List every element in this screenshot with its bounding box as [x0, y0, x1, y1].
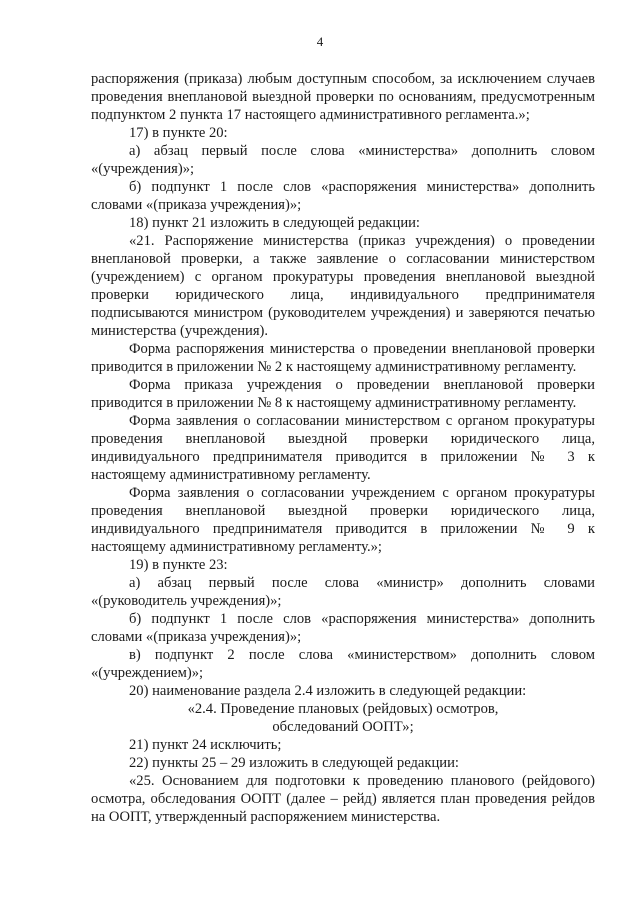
section-heading-line-1: «2.4. Проведение плановых (рейдовых) осмотров,: [187, 701, 499, 717]
paragraph-form-application-ministry: Форма заявления о согласовании министерством с органом прокуратуры проведения внеплановой выездной проверки юридического лица, индивидуального предпринимателя приводится в приложении № 3 к настоящему административному регламенту.: [91, 413, 595, 483]
paragraph-item-19: 19) в пункте 23:: [129, 557, 228, 573]
paragraph-form-order-ministry: Форма распоряжения министерства о проведении внеплановой проверки приводится в приложении № 2 к настоящему административному регламенту.: [91, 341, 595, 375]
paragraph-19b: б) подпункт 1 после слов «распоряжения министерства» дополнить словами «(приказа учреждения)»;: [91, 611, 595, 645]
paragraph-item-18: 18) пункт 21 изложить в следующей редакции:: [129, 215, 420, 231]
document-body: [91, 70, 595, 826]
section-heading-line-2: обследований ООПТ»;: [272, 719, 414, 735]
page-number: 4: [316, 34, 324, 49]
paragraph-form-order-institution: Форма приказа учреждения о проведении внеплановой проверки приводится в приложении № 8 к настоящему административному регламенту.: [91, 377, 595, 411]
paragraph-17b: б) подпункт 1 после слов «распоряжения министерства» дополнить словами «(приказа учреждения)»;: [91, 179, 595, 213]
paragraph-17a: а) абзац первый после слова «министерства» дополнить словом «(учреждения)»;: [91, 143, 595, 177]
paragraph-item-21: 21) пункт 24 исключить;: [129, 737, 282, 753]
paragraph-continuation: распоряжения (приказа) любым доступным способом, за исключением случаев проведения внеплановой выездной проверки по основаниям, предусмотренным подпунктом 2 пункта 17 настоящего административного регламента.»;: [91, 71, 595, 123]
paragraph-item-17: 17) в пункте 20:: [129, 125, 228, 141]
paragraph-form-application-institution: Форма заявления о согласовании учреждением с органом прокуратуры проведения внеплановой выездной проверки юридического лица, индивидуального предпринимателя приводится в приложении № 9 к настоящему административному регламенту.»;: [91, 485, 595, 555]
paragraph-item-20: 20) наименование раздела 2.4 изложить в следующей редакции:: [129, 683, 527, 699]
paragraph-25: «25. Основанием для подготовки к проведению планового (рейдового) осмотра, обследования ООПТ (далее – рейд) является план проведения рейдов на ООПТ, утвержденный распоряжением министерства.: [91, 773, 595, 825]
paragraph-19c: в) подпункт 2 после слова «министерством» дополнить словом «(учреждением)»;: [91, 647, 595, 681]
paragraph-item-22: 22) пункты 25 – 29 изложить в следующей редакции:: [129, 755, 459, 771]
paragraph-21: «21. Распоряжение министерства (приказ учреждения) о проведении внеплановой проверки, а также заявление о согласовании министерством (учреждением) с органом прокуратуры проведения внеплановой выездной проверки юридического лица, индивидуального предпринимателя подписываются министром (руководителем учреждения) и заверяются печатью министерства (учреждения).: [91, 233, 595, 339]
paragraph-19a: а) абзац первый после слова «министр» дополнить словами «(руководитель учреждения)»;: [91, 575, 595, 609]
